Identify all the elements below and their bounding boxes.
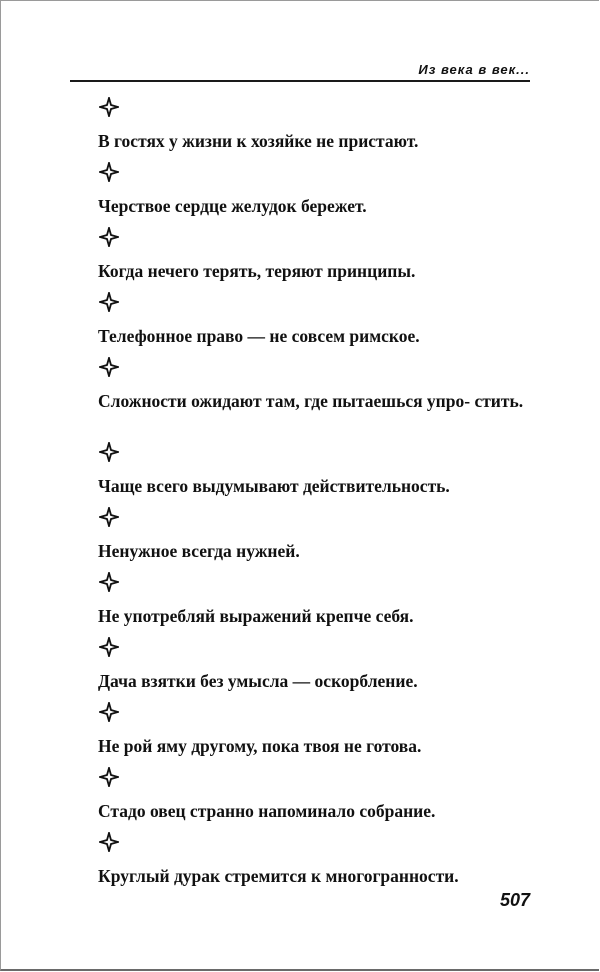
aphorism-text: Не употребляй выражений крепче себя.: [98, 606, 414, 626]
star-separator-icon: [99, 507, 119, 527]
aphorism-text: Не рой яму другому, пока твоя не готова.: [98, 736, 422, 756]
aphorism-text: Когда нечего терять, теряют принципы.: [98, 261, 416, 281]
star-separator-icon: [99, 767, 119, 787]
aphorism-text: Дача взятки без умысла — оскорбление.: [98, 671, 418, 691]
star-separator-icon: [99, 292, 119, 312]
aphorism-text: Круглый дурак стремится к многогранности.: [98, 866, 459, 886]
aphorism-text: Сложности ожидают там, где пытаешься упро- стить.: [98, 391, 524, 411]
aphorism-item: [98, 767, 530, 832]
aphorism-item: [98, 162, 530, 227]
star-separator-icon: [99, 442, 119, 462]
aphorism-item: [98, 227, 530, 292]
aphorism-item: [98, 832, 530, 897]
star-separator-icon: [99, 162, 119, 182]
aphorism-list: [98, 97, 530, 897]
star-separator-icon: [99, 637, 119, 657]
aphorism-text: Телефонное право — не совсем римское.: [98, 326, 420, 346]
aphorism-item: [98, 702, 530, 767]
header-rule: [70, 80, 530, 82]
aphorism-text: В гостях у жизни к хозяйке не пристают.: [98, 131, 419, 151]
page-number: 507: [499, 890, 530, 910]
star-separator-icon: [99, 572, 119, 592]
aphorism-item: [98, 507, 530, 572]
star-separator-icon: [99, 227, 119, 247]
aphorism-item: [98, 637, 530, 702]
star-separator-icon: [99, 357, 119, 377]
aphorism-item: [98, 357, 530, 442]
aphorism-item: [98, 292, 530, 357]
star-separator-icon: [99, 97, 119, 117]
aphorism-text: Ненужное всегда нужней.: [98, 541, 300, 561]
aphorism-item: [98, 572, 530, 637]
aphorism-text: Стадо овец странно напоминало собрание.: [98, 801, 436, 821]
aphorism-item: [98, 97, 530, 162]
aphorism-text: Чаще всего выдумывают действительность.: [98, 476, 450, 496]
aphorism-text: Черствое сердце желудок бережет.: [98, 196, 367, 216]
star-separator-icon: [99, 702, 119, 722]
running-header: Из века в век...: [418, 62, 530, 77]
aphorism-item: [98, 442, 530, 507]
star-separator-icon: [99, 832, 119, 852]
